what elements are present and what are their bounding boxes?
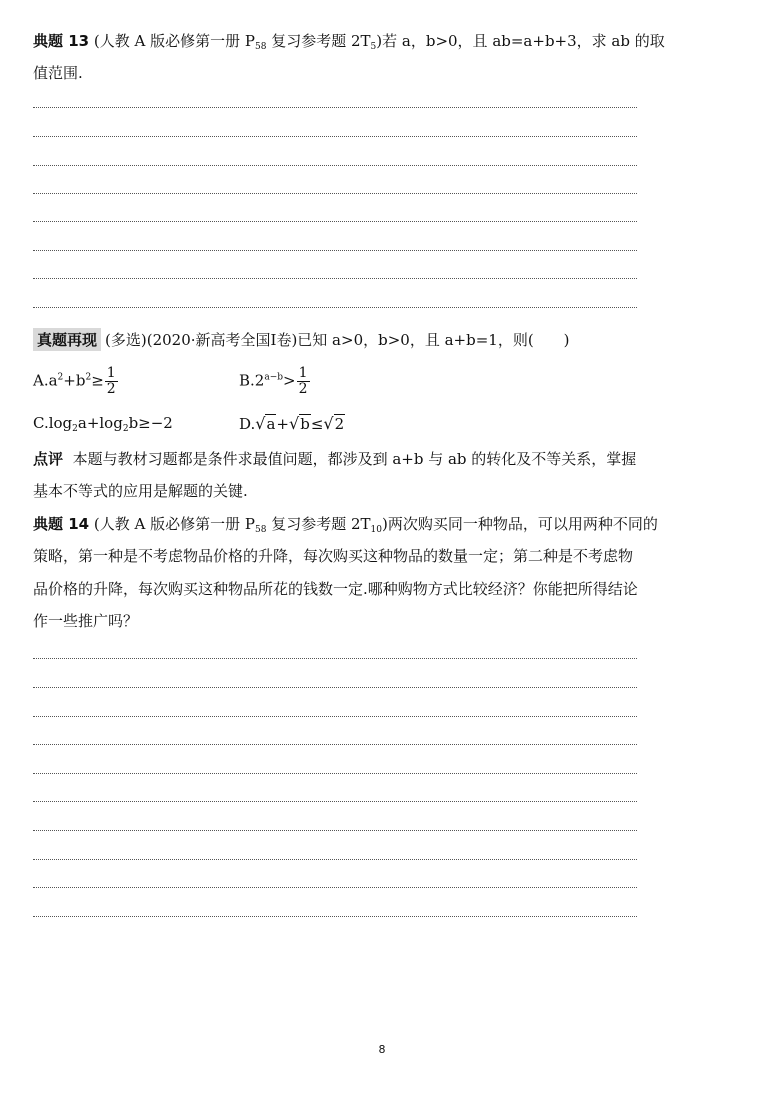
q13-label: 典题 13 bbox=[33, 32, 90, 50]
q14-label: 典题 14 bbox=[33, 515, 90, 533]
answer-line bbox=[33, 687, 637, 688]
q13-source: (人教 A 版必修第一册 $P_{58}$ 复习参考题 $2T_5$) bbox=[93, 32, 383, 52]
answer-line bbox=[33, 801, 637, 802]
answer-line bbox=[33, 830, 637, 831]
comment-line1 bbox=[33, 448, 636, 469]
option-b: $B.2^{a-b}>$ $\frac{1}{2}$ bbox=[239, 365, 308, 397]
option-a: $A.a^2+b^2\ge$ $\frac{1}{2}$ bbox=[33, 365, 116, 397]
sqrt-icon: √ bbox=[323, 414, 334, 433]
q13-line1 bbox=[33, 30, 665, 51]
answer-line bbox=[33, 136, 637, 137]
answer-line bbox=[33, 107, 637, 108]
q13-text2: 值范围. bbox=[33, 64, 83, 82]
answer-line bbox=[33, 859, 637, 860]
answer-line bbox=[33, 165, 637, 166]
real-question-text: (多选)(2020·新高考全国Ⅰ卷)已知 a>0，b>0，且 a+b=1，则( ) bbox=[105, 331, 570, 349]
answer-line bbox=[33, 744, 637, 745]
answer-line bbox=[33, 307, 637, 308]
real-question-stem bbox=[33, 328, 570, 351]
option-d: D.√a+√b≤√2 bbox=[239, 414, 345, 433]
q14-text3: 品价格的升降，每次购买这种物品所花的钱数一定.哪种购物方式比较经济？你能把所得结论 bbox=[33, 580, 638, 598]
page-number: 8 bbox=[378, 1043, 386, 1056]
answer-line bbox=[33, 221, 637, 222]
option-c: $C.\log_2a+\log_2b\ge-2$ bbox=[33, 414, 173, 434]
comment-text2: 基本不等式的应用是解题的关键. bbox=[33, 482, 248, 500]
q14-text2: 策略，第一种是不考虑物品价格的升降，每次购买这种物品的数量一定；第二种是不考虑物 bbox=[33, 547, 634, 565]
answer-line bbox=[33, 250, 637, 251]
real-question-badge: 真题再现 bbox=[33, 328, 101, 351]
answer-line bbox=[33, 193, 637, 194]
answer-line bbox=[33, 658, 637, 659]
q14-source: (人教 A 版必修第一册 $P_{58}$ 复习参考题 $2T_{10}$) bbox=[93, 515, 388, 535]
q14-text4: 作一些推广吗？ bbox=[33, 612, 139, 630]
answer-line bbox=[33, 278, 637, 279]
q13-text1: 若 a，b>0，且 ab=a+b+3，求 ab 的取 bbox=[382, 32, 665, 50]
q14-text1: 两次购买同一种物品，可以用两种不同的 bbox=[387, 515, 658, 533]
fraction: $\frac{1}{2}$ bbox=[106, 365, 116, 397]
sqrt-icon: √ bbox=[289, 414, 300, 433]
answer-line bbox=[33, 916, 637, 917]
q14-line1 bbox=[33, 513, 658, 534]
answer-line bbox=[33, 887, 637, 888]
sqrt-icon: √ bbox=[255, 414, 266, 433]
fraction: $\frac{1}{2}$ bbox=[298, 365, 308, 397]
answer-line bbox=[33, 773, 637, 774]
answer-line bbox=[33, 716, 637, 717]
comment-label: 点评 bbox=[33, 450, 64, 468]
comment-text1: 本题与教材习题都是条件求最值问题，都涉及到 a+b 与 ab 的转化及不等关系，掌握 bbox=[72, 450, 637, 468]
